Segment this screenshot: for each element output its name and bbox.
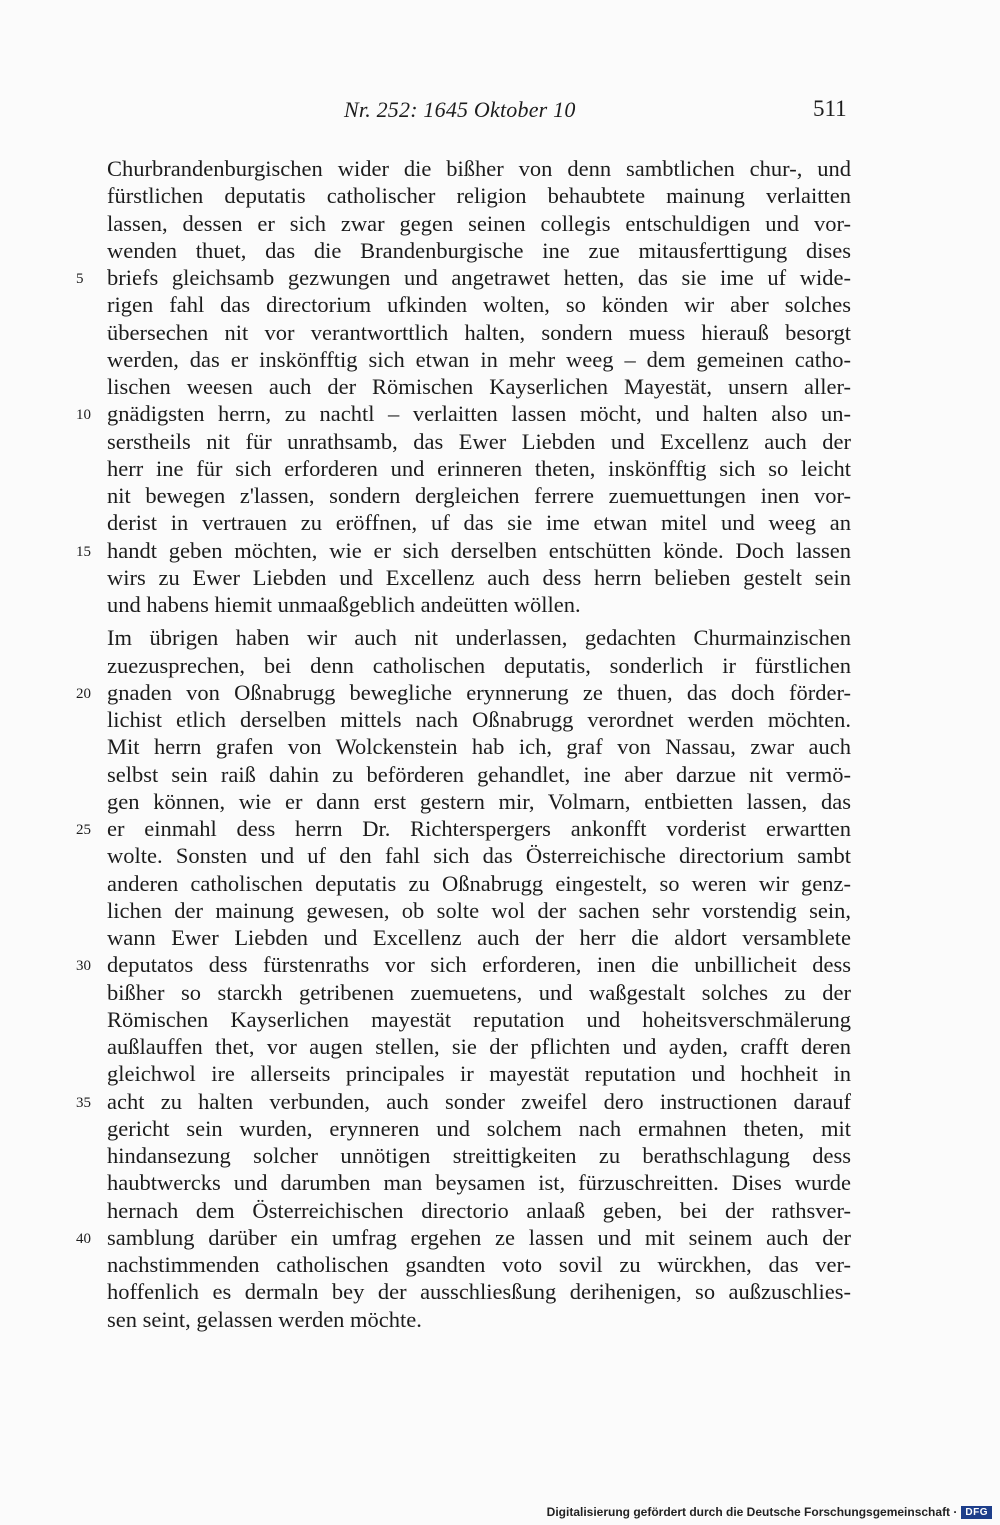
footer-credit-text: Digitalisierung gefördert durch die Deutsche Forschungsgemeinschaft · bbox=[546, 1505, 958, 1519]
line-number: 40 bbox=[76, 1230, 91, 1247]
text-line: gnädigsten herrn, zu nachtl – verlaitten lassen möcht, und halten also un- bbox=[107, 401, 851, 427]
text-line: Im übrigen haben wir auch nit underlassen, gedachten Churmainzischen bbox=[107, 625, 851, 651]
line-number: 35 bbox=[76, 1094, 91, 1111]
text-line: anderen catholischen deputatis zu Oßnabrugg eingestelt, so weren wir genz- bbox=[107, 870, 851, 896]
text-line: samblung darüber ein umfrag ergehen ze lassen und mit seinem auch der bbox=[107, 1224, 851, 1250]
running-header bbox=[0, 97, 1000, 131]
text-line: fürstlichen deputatis catholischer religion behaubtete mainung verlaitten bbox=[107, 183, 851, 209]
text-line: gen können, wie er dann erst gestern mir, Volmarn, entbietten lassen, das bbox=[107, 788, 851, 814]
text-line: wirs zu Ewer Liebden und Excellenz auch dess herrn belieben gestelt sein bbox=[107, 564, 851, 590]
text-line: rigen fahl das directorium ufkinden wolten, so könden wir aber solches bbox=[107, 292, 851, 318]
text-line: haubtwercks und darumben man beysamen ist, fürzuschreitten. Dises wurde bbox=[107, 1170, 851, 1196]
text-line: gleichwol ire allerseits principales ir mayestät reputation und hochheit in bbox=[107, 1061, 851, 1087]
line-number: 20 bbox=[76, 685, 91, 702]
text-line: derist in vertrauen zu eröffnen, uf das sie ime etwan mitel und weeg an bbox=[107, 510, 851, 536]
text-line: wolte. Sonsten und uf den fahl sich das Österreichische directorium sambt bbox=[107, 843, 851, 869]
text-line: selbst sein raiß dahin zu beförderen gehandlet, ine aber darzue nit vermö- bbox=[107, 761, 851, 787]
text-line: hindansezung solcher unnötigen streittigkeiten zu berathschlagung dess bbox=[107, 1143, 851, 1168]
text-line: herr ine für sich erforderen und erinneren theten, inskönfftig sich so leicht bbox=[107, 455, 851, 481]
text-line: gericht sein wurden, erynneren und solchem nach ermahnen theten, mit bbox=[107, 1115, 851, 1141]
text-line: hernach dem Österreichischen directorio anlaaß geben, bei der rathsver- bbox=[107, 1197, 851, 1223]
text-line: Römischen Kayserlichen mayestät reputation und hoheitsverschmälerung bbox=[107, 1006, 851, 1032]
text-line: deputatos dess fürstenraths vor sich erforderen, inen die unbillicheit dess bbox=[107, 952, 851, 978]
line-number: 10 bbox=[76, 407, 91, 424]
line-number: 30 bbox=[76, 958, 91, 975]
text-line: wenden thuet, das die Brandenburgische ine zue mitausferttigung dises bbox=[107, 237, 851, 263]
line-number: 15 bbox=[76, 543, 91, 560]
text-line: lischen weesen auch der Römischen Kayserlichen Mayestät, unsern aller- bbox=[107, 374, 851, 399]
line-number: 25 bbox=[76, 822, 91, 838]
footer-credit bbox=[547, 1505, 992, 1519]
text-line: außlauffen thet, vor augen stellen, sie der pflichten und ayden, crafft deren bbox=[107, 1034, 851, 1059]
text-line: handt geben möchten, wie er sich derselben entschütten könde. Doch lassen bbox=[107, 537, 851, 563]
text-line: er einmahl dess herrn Dr. Richterspergers ankonfft vorderist erwartten bbox=[107, 816, 851, 841]
text-line: lichist etlich derselben mittels nach Oßnabrugg verordnet werden möchten. bbox=[107, 707, 851, 732]
text-line: und habens hiemit unmaaßgeblich andeütten wöllen. bbox=[107, 592, 581, 617]
text-line: zuezusprechen, bei denn catholischen deputatis, sonderlich ir fürstlichen bbox=[107, 652, 851, 678]
text-line: acht zu halten verbunden, auch sonder zweifel dero instructionen darauf bbox=[107, 1088, 851, 1114]
text-line: sen seint, gelassen werden möchte. bbox=[107, 1306, 422, 1332]
page-number: 511 bbox=[813, 96, 847, 121]
header-title: Nr. 252: 1645 Oktober 10 bbox=[344, 97, 576, 122]
text-line: briefs gleichsamb gezwungen und angetrawet hetten, das sie ime uf wide- bbox=[107, 265, 851, 290]
text-line: werden, das er inskönfftig sich etwan in mehr weeg – dem gemeinen catho- bbox=[107, 346, 851, 372]
text-line: bißher so starckh getribenen zuemuetens, und waßgestalt solches zu der bbox=[107, 979, 851, 1005]
text-line: hoffenlich es dermaln bey der ausschliesßung derihenigen, so außzuschlies- bbox=[107, 1279, 851, 1305]
text-line: lassen, dessen er sich zwar gegen seinen collegis entschuldigen und vor- bbox=[107, 210, 851, 236]
text-line: serstheils nit für unrathsamb, das Ewer Liebden und Excellenz auch der bbox=[107, 428, 851, 454]
line-number: 5 bbox=[76, 271, 84, 287]
text-line: Mit herrn grafen von Wolckenstein hab ich, graf von Nassau, zwar auch bbox=[107, 734, 851, 760]
text-line: nachstimmenden catholischen gsandten voto sovil zu würckhen, das ver- bbox=[107, 1252, 851, 1277]
text-line: nit bewegen z'lassen, sondern dergleichen ferrere zuemuettungen inen vor- bbox=[107, 483, 851, 508]
text-line: übersechen nit vor verantworttlich halten, sondern muess hierauß besorgt bbox=[107, 319, 851, 345]
text-line: Churbrandenburgischen wider die bißher von denn sambtlichen chur-, und bbox=[107, 156, 851, 181]
text-line: lichen der mainung gewesen, ob solte wol der sachen sehr vorstendig sein, bbox=[107, 897, 851, 923]
text-line: gnaden von Oßnabrugg bewegliche erynnerung ze thuen, das doch förder- bbox=[107, 679, 851, 705]
text-line: wann Ewer Liebden und Excellenz auch der herr die aldort versamblete bbox=[107, 925, 851, 950]
dfg-logo-icon: DFG bbox=[961, 1506, 992, 1519]
